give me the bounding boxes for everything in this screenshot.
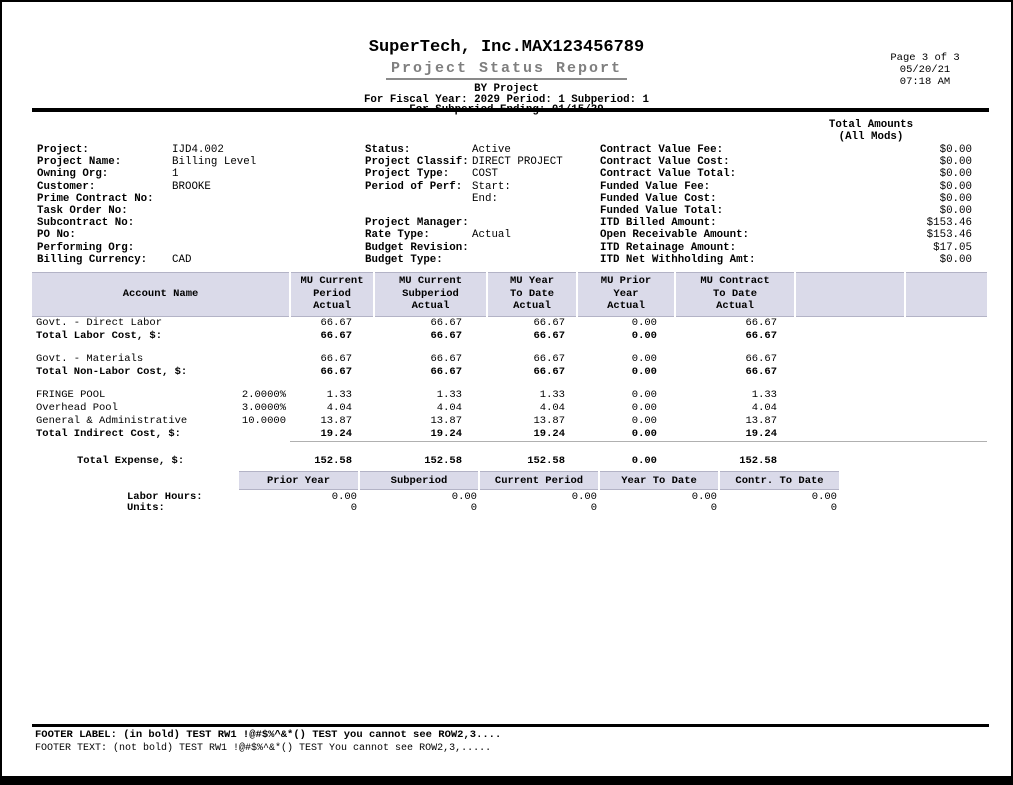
value-cell: 19.24 — [320, 427, 352, 440]
value-cell: 66.67 — [533, 365, 565, 378]
value-cell: 13.87 — [533, 414, 565, 427]
value-cell: 66.67 — [533, 352, 565, 365]
field-value: CAD — [172, 253, 192, 266]
value-cell: 1.33 — [539, 388, 565, 401]
field-label: Open Receivable Amount: — [600, 229, 750, 242]
field-row — [365, 229, 597, 241]
page-bottom-border — [2, 776, 1011, 783]
field-value: $153.46 — [926, 229, 972, 242]
field-row — [37, 242, 362, 254]
hours-units-table — [32, 471, 839, 514]
value-cell: 0.00 — [631, 388, 657, 401]
field-value: Billing Level — [172, 156, 257, 169]
field-row — [37, 254, 362, 266]
value-cell: 0.00 — [811, 491, 837, 503]
value-cell: 4.04 — [436, 401, 462, 414]
column-header-empty — [905, 273, 987, 317]
field-label: Billing Currency: — [37, 253, 148, 266]
account-name-cell: Total Labor Cost, $: — [36, 329, 163, 342]
value-cell: 152.58 — [527, 455, 565, 467]
spacer-row — [32, 343, 987, 353]
field-value: $0.00 — [939, 253, 972, 266]
field-label: Funded Value Cost: — [600, 192, 717, 205]
field-value: DIRECT PROJECT — [472, 156, 563, 169]
field-row — [37, 156, 362, 168]
total-amounts-line2: (All Mods) — [838, 130, 904, 143]
column-header-current-period: Current Period — [479, 472, 599, 490]
field-label: Project: — [37, 144, 89, 156]
field-row — [37, 144, 362, 156]
total-expense-label: Total Expense, $: — [77, 455, 185, 467]
field-row — [37, 181, 362, 193]
field-label: Status: — [365, 144, 411, 156]
field-label: Task Order No: — [37, 204, 128, 217]
account-name-cell: General & Administrative — [36, 414, 188, 427]
field-value: $0.00 — [939, 156, 972, 169]
value-cell: 1.33 — [326, 388, 352, 401]
field-label: Funded Value Total: — [600, 204, 724, 217]
field-value: $0.00 — [939, 204, 972, 217]
column-header-mu-contract-to-date: MU Contract To Date Actual — [675, 273, 795, 317]
value-cell: 0.00 — [631, 455, 657, 467]
field-value: $0.00 — [939, 168, 972, 181]
field-label: Budget Type: — [365, 253, 443, 266]
field-value: Actual — [472, 229, 511, 242]
hours-units-table-wrap — [32, 471, 839, 514]
value-cell: 0 — [470, 502, 477, 514]
total-divider-row — [32, 441, 987, 454]
total-row — [32, 366, 987, 379]
field-row — [365, 144, 597, 156]
column-header-mu-prior-year: MU Prior Year Actual — [577, 273, 675, 317]
column-header-account-name: Account Name — [32, 273, 290, 317]
report-title-row — [2, 57, 1011, 80]
field-row — [37, 217, 362, 229]
value-cell: 66.67 — [745, 365, 777, 378]
field-row — [365, 254, 597, 266]
field-row — [37, 193, 362, 205]
field-label: Project Type: — [365, 168, 450, 181]
column-header-mu-current-period: MU Current Period Actual — [290, 273, 374, 317]
value-cell: 19.24 — [430, 427, 462, 440]
field-label: ITD Net Withholding Amt: — [600, 253, 756, 266]
report-title: Project Status Report — [386, 60, 627, 80]
row-label: Labor Hours: — [127, 490, 203, 503]
value-cell: 0.00 — [631, 352, 657, 365]
field-row — [365, 181, 597, 193]
field-value: Active — [472, 144, 511, 156]
column-header-mu-current-subperiod: MU Current Subperiod Actual — [374, 273, 487, 317]
field-label: Contract Value Fee: — [600, 144, 724, 156]
value-cell: 0.00 — [691, 491, 717, 503]
value-cell: 152.58 — [424, 455, 462, 467]
field-row — [365, 242, 597, 254]
field-row — [600, 181, 972, 193]
field-label: PO No: — [37, 229, 76, 242]
value-cell: 66.67 — [320, 329, 352, 342]
field-value: $0.00 — [939, 144, 972, 156]
column-header-subperiod: Subperiod — [359, 472, 479, 490]
value-cell: 4.04 — [326, 401, 352, 414]
value-cell: 0.00 — [451, 491, 477, 503]
hours-header-row — [32, 472, 839, 490]
units-row — [32, 503, 839, 514]
value-cell: 66.67 — [533, 316, 565, 329]
report-date: 05/20/21 — [899, 64, 951, 76]
field-row — [37, 168, 362, 180]
rate-cell — [192, 353, 290, 366]
field-label: Customer: — [37, 180, 96, 193]
account-name-cell: FRINGE POOL — [36, 388, 106, 401]
total-expense-row — [32, 454, 987, 469]
rate-cell: 3.0000% — [241, 401, 286, 414]
account-cost-table-wrap — [32, 272, 987, 469]
account-name-cell: Total Indirect Cost, $: — [36, 427, 181, 440]
field-value: 1 — [172, 168, 179, 181]
field-label: Contract Value Cost: — [600, 156, 730, 169]
value-cell: 66.67 — [320, 365, 352, 378]
value-cell: 66.67 — [533, 329, 565, 342]
account-name-cell: Total Non-Labor Cost, $: — [36, 365, 188, 378]
table-header-row — [32, 273, 987, 317]
report-header — [2, 38, 1011, 116]
field-row — [365, 217, 597, 229]
field-row — [365, 205, 597, 217]
rate-cell — [192, 366, 290, 379]
rate-cell — [192, 316, 290, 330]
column-header-prior-year: Prior Year — [239, 472, 359, 490]
total-amounts-line1: Total Amounts — [828, 119, 914, 131]
value-cell: 0.00 — [631, 427, 657, 440]
field-value: IJD4.002 — [172, 144, 224, 156]
value-cell: 0 — [710, 502, 717, 514]
table-row — [32, 389, 987, 402]
field-value: BROOKE — [172, 180, 211, 193]
field-value: $0.00 — [939, 192, 972, 205]
account-name-cell: Overhead Pool — [36, 401, 118, 414]
value-cell: 1.33 — [436, 388, 462, 401]
value-cell: 152.58 — [739, 455, 777, 467]
value-cell: 0.00 — [631, 316, 657, 329]
field-value: $0.00 — [939, 180, 972, 193]
field-label: Subcontract No: — [37, 217, 135, 230]
rate-cell — [192, 330, 290, 343]
field-value: COST — [472, 168, 498, 181]
report-subtitle: BY Project — [474, 83, 539, 95]
field-label: Period of Perf: — [365, 180, 463, 193]
report-time: 07:18 AM — [899, 76, 951, 88]
field-row — [365, 156, 597, 168]
value-cell: 1.33 — [751, 388, 777, 401]
account-cost-table — [32, 272, 987, 469]
field-label: Rate Type: — [365, 229, 430, 242]
rate-cell: 2.0000% — [241, 388, 286, 401]
value-cell: 0.00 — [331, 491, 357, 503]
value-cell: 0.00 — [631, 401, 657, 414]
field-label: Funded Value Fee: — [600, 180, 711, 193]
value-cell: 0.00 — [631, 414, 657, 427]
field-row — [600, 144, 972, 156]
field-label: Owning Org: — [37, 168, 109, 181]
footer-text-line: FOOTER TEXT: (not bold) TEST RW1 !@#$%^&*() TEST You cannot see ROW2,3,..... — [35, 743, 492, 754]
column-header-year-to-date: Year To Date — [599, 472, 719, 490]
table-row — [32, 402, 987, 415]
field-row — [600, 242, 972, 254]
column-header-mu-year-to-date: MU Year To Date Actual — [487, 273, 577, 317]
project-info-right — [600, 144, 972, 266]
total-amounts-header — [780, 120, 962, 143]
field-label: ITD Retainage Amount: — [600, 241, 737, 254]
table-row — [32, 316, 987, 330]
value-cell: 66.67 — [745, 329, 777, 342]
field-label: Performing Org: — [37, 241, 135, 254]
field-row — [600, 193, 972, 205]
project-info-middle — [365, 144, 597, 266]
field-row — [600, 217, 972, 229]
column-header-empty — [795, 273, 905, 317]
field-row — [600, 229, 972, 241]
field-label: Contract Value Total: — [600, 168, 737, 181]
field-row — [37, 229, 362, 241]
field-label: Prime Contract No: — [37, 192, 154, 205]
value-cell: 0 — [590, 502, 597, 514]
field-value: Start: — [472, 180, 511, 193]
field-label: Project Classif: — [365, 156, 469, 169]
value-cell: 0.00 — [631, 365, 657, 378]
value-cell: 0 — [350, 502, 357, 514]
value-cell: 4.04 — [539, 401, 565, 414]
page-info — [868, 52, 982, 88]
field-row — [365, 168, 597, 180]
value-cell: 13.87 — [320, 414, 352, 427]
footer-divider — [32, 724, 989, 727]
total-divider-line — [290, 441, 987, 454]
value-cell: 66.67 — [430, 329, 462, 342]
field-label: Budget Revision: — [365, 241, 469, 254]
value-cell: 66.67 — [320, 352, 352, 365]
value-cell: 66.67 — [430, 352, 462, 365]
value-cell: 66.67 — [430, 365, 462, 378]
total-row — [32, 330, 987, 343]
value-cell: 66.67 — [745, 316, 777, 329]
field-value: $17.05 — [933, 241, 972, 254]
row-label: Units: — [127, 502, 165, 514]
value-cell: 19.24 — [533, 427, 565, 440]
field-label: ITD Billed Amount: — [600, 217, 717, 230]
fiscal-year-line: For Fiscal Year: 2029 Period: 1 Subperiod: 1 — [363, 93, 650, 106]
field-row — [600, 156, 972, 168]
value-cell: 0.00 — [571, 491, 597, 503]
value-cell: 66.67 — [430, 316, 462, 329]
spacer-row — [32, 379, 987, 389]
rate-cell — [192, 428, 290, 442]
field-value: $153.46 — [926, 217, 972, 230]
header-divider — [32, 108, 989, 112]
field-row — [600, 168, 972, 180]
column-header-contr-to-date: Contr. To Date — [719, 472, 839, 490]
account-name-cell: Govt. - Materials — [36, 352, 144, 365]
value-cell: 19.24 — [745, 427, 777, 440]
company-title: SuperTech, Inc.MAX123456789 — [368, 38, 645, 57]
account-name-cell: Govt. - Direct Labor — [36, 316, 163, 329]
rate-cell: 10.0000 — [241, 414, 286, 427]
total-row — [32, 428, 987, 442]
page-number: Page 3 of 3 — [890, 52, 960, 64]
value-cell: 66.67 — [745, 352, 777, 365]
field-label: Project Manager: — [365, 217, 469, 230]
labor-hours-row — [32, 490, 839, 504]
table-row — [32, 353, 987, 366]
field-row — [600, 205, 972, 217]
field-row — [365, 193, 597, 205]
field-label: Project Name: — [37, 156, 122, 169]
value-cell: 13.87 — [745, 414, 777, 427]
footer-label-line: FOOTER LABEL: (in bold) TEST RW1 !@#$%^&*() TEST you cannot see ROW2,3.... — [35, 729, 502, 741]
field-row — [600, 254, 972, 266]
value-cell: 0 — [830, 502, 837, 514]
field-row — [37, 205, 362, 217]
field-value: End: — [472, 192, 498, 205]
value-cell: 66.67 — [320, 316, 352, 329]
value-cell: 152.58 — [314, 455, 352, 467]
value-cell: 0.00 — [631, 329, 657, 342]
value-cell: 13.87 — [430, 414, 462, 427]
table-row — [32, 415, 987, 428]
value-cell: 4.04 — [751, 401, 777, 414]
project-info-left — [37, 144, 362, 266]
